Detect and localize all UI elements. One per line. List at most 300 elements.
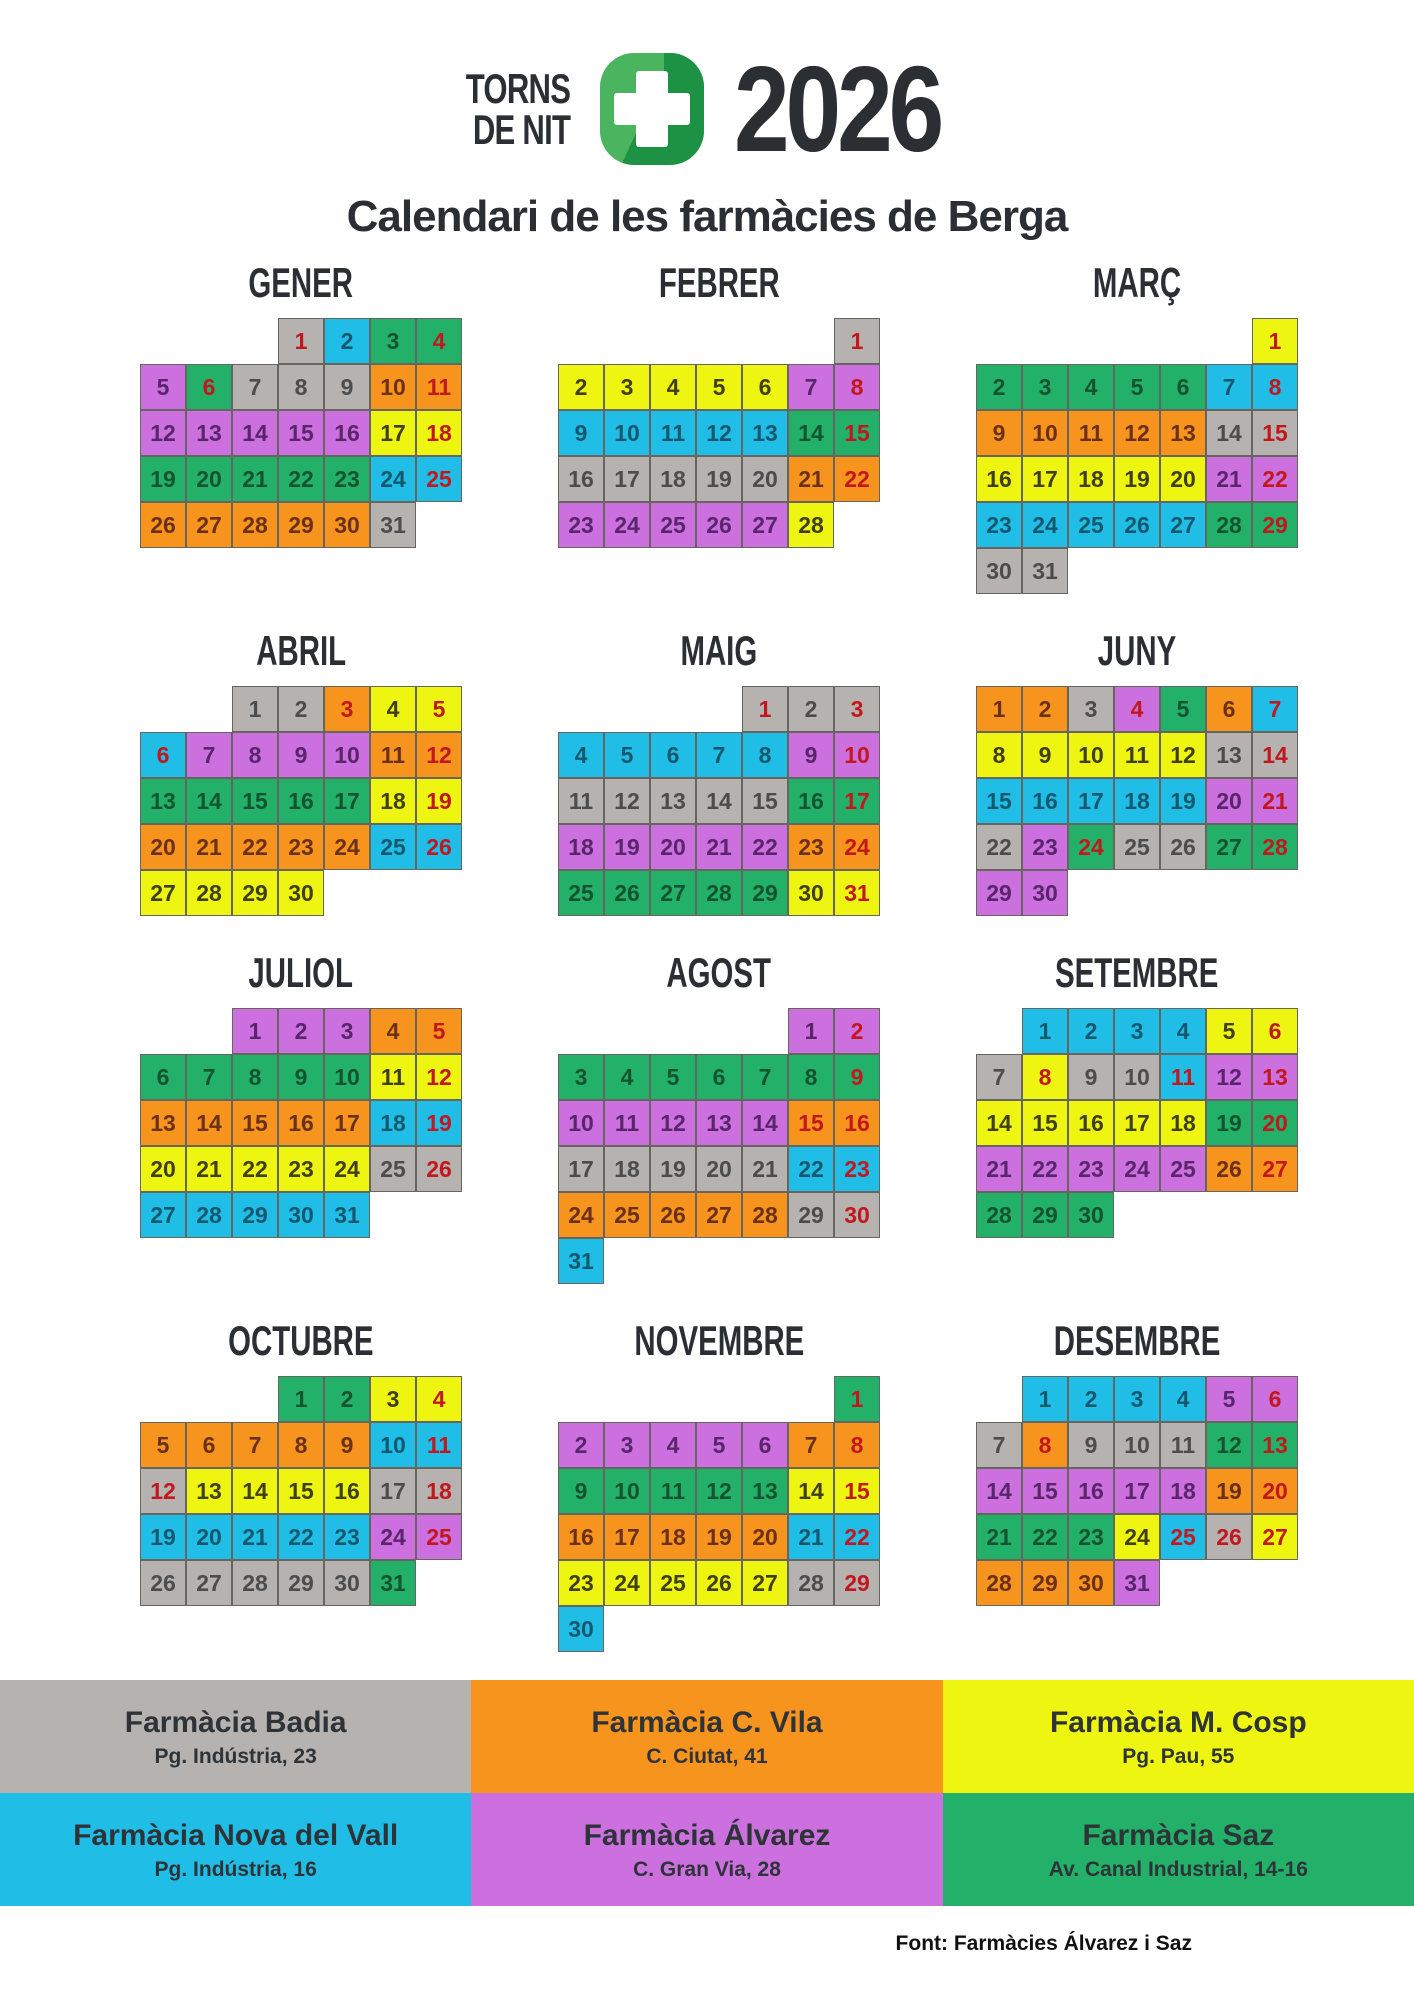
day-cell: 2 — [324, 318, 370, 364]
day-cell: 27 — [140, 1192, 186, 1238]
day-cell: 4 — [650, 1422, 696, 1468]
day-cell: 25 — [1068, 502, 1114, 548]
day-cell: 31 — [370, 502, 416, 548]
month-days-grid — [558, 1008, 880, 1284]
day-cell: 9 — [1068, 1054, 1114, 1100]
day-cell: 16 — [278, 1100, 324, 1146]
day-cell: 6 — [1206, 686, 1252, 732]
day-cell: 13 — [1160, 410, 1206, 456]
day-cell: 16 — [324, 410, 370, 456]
day-cell: 20 — [742, 456, 788, 502]
day-cell: 30 — [976, 548, 1022, 594]
day-cell: 19 — [696, 1514, 742, 1560]
day-cell: 15 — [834, 410, 880, 456]
day-cell: 3 — [370, 318, 416, 364]
day-cell: 14 — [232, 1468, 278, 1514]
day-cell: 11 — [370, 1054, 416, 1100]
day-cell: 19 — [140, 1514, 186, 1560]
day-cell: 13 — [696, 1100, 742, 1146]
legend-pharmacy-address: C. Ciutat, 41 — [646, 1744, 768, 1768]
day-cell: 10 — [370, 364, 416, 410]
day-cell: 4 — [416, 318, 462, 364]
day-cell: 29 — [278, 502, 324, 548]
day-cell: 8 — [232, 732, 278, 778]
day-cell: 16 — [976, 456, 1022, 502]
day-cell: 9 — [788, 732, 834, 778]
day-cell: 12 — [140, 1468, 186, 1514]
day-cell: 15 — [232, 778, 278, 824]
month-block — [976, 628, 1298, 916]
day-cell: 18 — [1160, 1100, 1206, 1146]
day-cell: 6 — [1252, 1008, 1298, 1054]
day-cell: 24 — [1068, 824, 1114, 870]
day-cell: 26 — [1206, 1146, 1252, 1192]
day-cell: 12 — [1206, 1054, 1252, 1100]
day-cell: 26 — [140, 502, 186, 548]
day-cell: 20 — [1160, 456, 1206, 502]
day-cell: 4 — [370, 1008, 416, 1054]
legend-pharmacy-address: Av. Canal Industrial, 14-16 — [1048, 1857, 1308, 1881]
day-cell: 10 — [604, 1468, 650, 1514]
day-cell: 11 — [1068, 410, 1114, 456]
day-cell: 10 — [370, 1422, 416, 1468]
empty-day-cell — [976, 1008, 1022, 1054]
day-cell: 26 — [1206, 1514, 1252, 1560]
day-cell: 25 — [370, 1146, 416, 1192]
day-cell: 2 — [1068, 1008, 1114, 1054]
day-cell: 16 — [324, 1468, 370, 1514]
day-cell: 5 — [140, 364, 186, 410]
day-cell: 16 — [1068, 1468, 1114, 1514]
month-block — [976, 1318, 1298, 1606]
day-cell: 20 — [140, 1146, 186, 1192]
page-title: Calendari de les farmàcies de Berga — [346, 192, 1068, 241]
legend-pharmacy-name: Farmàcia Badia — [124, 1705, 347, 1739]
month-title: JUNY — [1097, 627, 1177, 674]
empty-day-cell — [140, 1008, 186, 1054]
day-cell: 7 — [186, 1054, 232, 1100]
day-cell: 22 — [278, 456, 324, 502]
empty-day-cell — [140, 318, 186, 364]
day-cell: 9 — [324, 1422, 370, 1468]
day-cell: 3 — [1068, 686, 1114, 732]
day-cell: 26 — [696, 502, 742, 548]
day-cell: 5 — [1160, 686, 1206, 732]
month-title: MAIG — [680, 627, 758, 674]
day-cell: 9 — [558, 410, 604, 456]
day-cell: 2 — [558, 1422, 604, 1468]
empty-day-cell — [696, 1376, 742, 1422]
day-cell: 22 — [1022, 1514, 1068, 1560]
day-cell: 24 — [834, 824, 880, 870]
day-cell: 10 — [1114, 1422, 1160, 1468]
day-cell: 24 — [1114, 1146, 1160, 1192]
month-title: GENER — [248, 259, 354, 306]
day-cell: 28 — [976, 1560, 1022, 1606]
day-cell: 19 — [1114, 456, 1160, 502]
day-cell: 19 — [1160, 778, 1206, 824]
day-cell: 26 — [416, 824, 462, 870]
day-cell: 15 — [1252, 410, 1298, 456]
day-cell: 1 — [232, 686, 278, 732]
day-cell: 30 — [788, 870, 834, 916]
day-cell: 21 — [186, 1146, 232, 1192]
month-days-grid — [558, 686, 880, 916]
day-cell: 13 — [1252, 1054, 1298, 1100]
day-cell: 6 — [140, 1054, 186, 1100]
day-cell: 5 — [1114, 364, 1160, 410]
day-cell: 11 — [416, 1422, 462, 1468]
day-cell: 2 — [558, 364, 604, 410]
day-cell: 17 — [324, 1100, 370, 1146]
empty-day-cell — [696, 318, 742, 364]
day-cell: 4 — [1068, 364, 1114, 410]
day-cell: 22 — [834, 456, 880, 502]
day-cell: 22 — [1022, 1146, 1068, 1192]
month-block — [558, 950, 880, 1284]
brand-text — [465, 64, 570, 153]
day-cell: 27 — [186, 1560, 232, 1606]
months-grid — [140, 260, 1298, 1652]
day-cell: 12 — [696, 1468, 742, 1514]
day-cell: 12 — [416, 1054, 462, 1100]
day-cell: 2 — [324, 1376, 370, 1422]
day-cell: 27 — [1160, 502, 1206, 548]
day-cell: 27 — [1252, 1146, 1298, 1192]
month-title: DESEMBRE — [1053, 1317, 1221, 1364]
month-block — [976, 260, 1298, 594]
day-cell: 12 — [1160, 732, 1206, 778]
day-cell: 19 — [650, 1146, 696, 1192]
empty-day-cell — [650, 1376, 696, 1422]
day-cell: 2 — [1068, 1376, 1114, 1422]
empty-day-cell — [186, 1376, 232, 1422]
day-cell: 15 — [278, 410, 324, 456]
day-cell: 15 — [1022, 1100, 1068, 1146]
empty-day-cell — [742, 1376, 788, 1422]
legend-item — [0, 1680, 471, 1793]
day-cell: 12 — [416, 732, 462, 778]
day-cell: 8 — [278, 364, 324, 410]
day-cell: 23 — [558, 1560, 604, 1606]
day-cell: 21 — [976, 1146, 1022, 1192]
day-cell: 10 — [834, 732, 880, 778]
day-cell: 5 — [696, 364, 742, 410]
day-cell: 22 — [834, 1514, 880, 1560]
day-cell: 19 — [1206, 1468, 1252, 1514]
day-cell: 31 — [370, 1560, 416, 1606]
day-cell: 7 — [1206, 364, 1252, 410]
day-cell: 22 — [1252, 456, 1298, 502]
legend-pharmacy-address: Pg. Indústria, 16 — [154, 1857, 317, 1881]
day-cell: 26 — [416, 1146, 462, 1192]
day-cell: 5 — [1206, 1008, 1252, 1054]
day-cell: 30 — [324, 1560, 370, 1606]
legend-item — [471, 1793, 942, 1906]
day-cell: 21 — [1206, 456, 1252, 502]
day-cell: 4 — [558, 732, 604, 778]
month-title: AGOST — [666, 949, 772, 996]
day-cell: 3 — [1114, 1376, 1160, 1422]
legend-pharmacy-name: Farmàcia Nova del Vall — [73, 1818, 399, 1852]
day-cell: 14 — [788, 410, 834, 456]
day-cell: 3 — [324, 1008, 370, 1054]
day-cell: 19 — [416, 778, 462, 824]
day-cell: 24 — [1114, 1514, 1160, 1560]
day-cell: 28 — [186, 870, 232, 916]
day-cell: 27 — [186, 502, 232, 548]
day-cell: 5 — [650, 1054, 696, 1100]
day-cell: 17 — [1114, 1100, 1160, 1146]
empty-day-cell — [650, 686, 696, 732]
day-cell: 30 — [1068, 1560, 1114, 1606]
day-cell: 14 — [976, 1100, 1022, 1146]
month-title: ABRIL — [256, 627, 346, 674]
day-cell: 15 — [834, 1468, 880, 1514]
day-cell: 1 — [232, 1008, 278, 1054]
day-cell: 5 — [604, 732, 650, 778]
day-cell: 4 — [1160, 1376, 1206, 1422]
day-cell: 13 — [742, 1468, 788, 1514]
day-cell: 8 — [1252, 364, 1298, 410]
day-cell: 15 — [788, 1100, 834, 1146]
day-cell: 9 — [324, 364, 370, 410]
empty-day-cell — [604, 1008, 650, 1054]
day-cell: 17 — [834, 778, 880, 824]
day-cell: 10 — [1114, 1054, 1160, 1100]
month-days-grid — [140, 1008, 462, 1238]
empty-day-cell — [788, 318, 834, 364]
day-cell: 23 — [278, 824, 324, 870]
day-cell: 1 — [834, 1376, 880, 1422]
day-cell: 18 — [416, 410, 462, 456]
day-cell: 30 — [324, 502, 370, 548]
day-cell: 28 — [232, 502, 278, 548]
day-cell: 10 — [324, 732, 370, 778]
day-cell: 22 — [742, 824, 788, 870]
day-cell: 29 — [742, 870, 788, 916]
legend-pharmacy-address: Pg. Indústria, 23 — [154, 1744, 317, 1768]
day-cell: 23 — [834, 1146, 880, 1192]
day-cell: 17 — [370, 410, 416, 456]
day-cell: 13 — [140, 778, 186, 824]
day-cell: 23 — [1022, 824, 1068, 870]
day-cell: 21 — [742, 1146, 788, 1192]
day-cell: 11 — [1160, 1054, 1206, 1100]
day-cell: 6 — [696, 1054, 742, 1100]
day-cell: 18 — [604, 1146, 650, 1192]
day-cell: 26 — [140, 1560, 186, 1606]
day-cell: 5 — [416, 1008, 462, 1054]
month-title: OCTUBRE — [228, 1317, 374, 1364]
day-cell: 12 — [696, 410, 742, 456]
day-cell: 31 — [834, 870, 880, 916]
day-cell: 30 — [834, 1192, 880, 1238]
day-cell: 29 — [278, 1560, 324, 1606]
day-cell: 6 — [186, 364, 232, 410]
empty-day-cell — [788, 1376, 834, 1422]
month-days-grid — [976, 686, 1298, 916]
day-cell: 29 — [834, 1560, 880, 1606]
empty-day-cell — [604, 686, 650, 732]
month-days-grid — [976, 318, 1298, 594]
day-cell: 3 — [558, 1054, 604, 1100]
day-cell: 21 — [696, 824, 742, 870]
day-cell: 26 — [1114, 502, 1160, 548]
day-cell: 21 — [232, 456, 278, 502]
day-cell: 18 — [650, 456, 696, 502]
day-cell: 18 — [650, 1514, 696, 1560]
day-cell: 28 — [1252, 824, 1298, 870]
day-cell: 28 — [742, 1192, 788, 1238]
day-cell: 25 — [416, 1514, 462, 1560]
day-cell: 7 — [232, 364, 278, 410]
day-cell: 8 — [232, 1054, 278, 1100]
day-cell: 25 — [1114, 824, 1160, 870]
day-cell: 21 — [788, 456, 834, 502]
day-cell: 5 — [140, 1422, 186, 1468]
day-cell: 8 — [742, 732, 788, 778]
day-cell: 14 — [232, 410, 278, 456]
day-cell: 18 — [370, 1100, 416, 1146]
day-cell: 29 — [976, 870, 1022, 916]
day-cell: 3 — [604, 364, 650, 410]
day-cell: 20 — [186, 456, 232, 502]
day-cell: 7 — [1252, 686, 1298, 732]
day-cell: 16 — [834, 1100, 880, 1146]
day-cell: 14 — [186, 1100, 232, 1146]
month-block — [558, 260, 880, 548]
day-cell: 12 — [140, 410, 186, 456]
day-cell: 27 — [1206, 824, 1252, 870]
day-cell: 18 — [416, 1468, 462, 1514]
day-cell: 23 — [278, 1146, 324, 1192]
day-cell: 21 — [186, 824, 232, 870]
day-cell: 7 — [788, 364, 834, 410]
day-cell: 24 — [558, 1192, 604, 1238]
day-cell: 13 — [1206, 732, 1252, 778]
legend-item — [943, 1793, 1414, 1906]
day-cell: 24 — [370, 1514, 416, 1560]
day-cell: 10 — [1068, 732, 1114, 778]
day-cell: 20 — [650, 824, 696, 870]
day-cell: 28 — [788, 1560, 834, 1606]
day-cell: 3 — [1022, 364, 1068, 410]
day-cell: 6 — [186, 1422, 232, 1468]
empty-day-cell — [1206, 318, 1252, 364]
day-cell: 23 — [324, 456, 370, 502]
day-cell: 4 — [1160, 1008, 1206, 1054]
day-cell: 28 — [186, 1192, 232, 1238]
day-cell: 16 — [788, 778, 834, 824]
month-title: SETEMBRE — [1055, 949, 1219, 996]
day-cell: 23 — [788, 824, 834, 870]
empty-day-cell — [976, 318, 1022, 364]
brand-line2: DE NIT — [472, 106, 570, 153]
day-cell: 3 — [324, 686, 370, 732]
empty-day-cell — [558, 686, 604, 732]
day-cell: 11 — [604, 1100, 650, 1146]
day-cell: 9 — [976, 410, 1022, 456]
month-days-grid — [140, 1376, 462, 1606]
month-days-grid — [558, 318, 880, 548]
day-cell: 24 — [604, 1560, 650, 1606]
day-cell: 28 — [696, 870, 742, 916]
day-cell: 29 — [232, 1192, 278, 1238]
day-cell: 24 — [370, 456, 416, 502]
day-cell: 3 — [1114, 1008, 1160, 1054]
day-cell: 8 — [1022, 1054, 1068, 1100]
day-cell: 12 — [1206, 1422, 1252, 1468]
empty-day-cell — [186, 686, 232, 732]
day-cell: 13 — [650, 778, 696, 824]
day-cell: 12 — [604, 778, 650, 824]
pharmacy-cross-icon — [600, 53, 704, 165]
day-cell: 19 — [140, 456, 186, 502]
day-cell: 7 — [186, 732, 232, 778]
day-cell: 7 — [976, 1054, 1022, 1100]
day-cell: 8 — [834, 1422, 880, 1468]
empty-day-cell — [604, 318, 650, 364]
empty-day-cell — [742, 1008, 788, 1054]
day-cell: 25 — [604, 1192, 650, 1238]
day-cell: 13 — [140, 1100, 186, 1146]
day-cell: 5 — [416, 686, 462, 732]
day-cell: 20 — [186, 1514, 232, 1560]
day-cell: 2 — [278, 1008, 324, 1054]
day-cell: 30 — [1068, 1192, 1114, 1238]
day-cell: 22 — [232, 824, 278, 870]
month-days-grid — [558, 1376, 880, 1652]
day-cell: 10 — [604, 410, 650, 456]
day-cell: 4 — [370, 686, 416, 732]
day-cell: 27 — [1252, 1514, 1298, 1560]
day-cell: 21 — [232, 1514, 278, 1560]
day-cell: 4 — [1114, 686, 1160, 732]
month-title: NOVEMBRE — [634, 1317, 804, 1364]
day-cell: 1 — [278, 318, 324, 364]
month-block — [558, 628, 880, 916]
day-cell: 16 — [1068, 1100, 1114, 1146]
empty-day-cell — [696, 1008, 742, 1054]
day-cell: 12 — [1114, 410, 1160, 456]
day-cell: 11 — [650, 410, 696, 456]
legend-pharmacy-name: Farmàcia Saz — [1082, 1818, 1275, 1852]
day-cell: 19 — [1206, 1100, 1252, 1146]
day-cell: 13 — [1252, 1422, 1298, 1468]
empty-day-cell — [1068, 318, 1114, 364]
month-block — [140, 260, 462, 548]
empty-day-cell — [558, 1008, 604, 1054]
day-cell: 14 — [696, 778, 742, 824]
day-cell: 30 — [278, 870, 324, 916]
day-cell: 14 — [976, 1468, 1022, 1514]
day-cell: 1 — [742, 686, 788, 732]
day-cell: 2 — [788, 686, 834, 732]
empty-day-cell — [1114, 318, 1160, 364]
empty-day-cell — [232, 1376, 278, 1422]
cross-vertical-bar — [636, 71, 668, 147]
day-cell: 17 — [604, 1514, 650, 1560]
day-cell: 1 — [834, 318, 880, 364]
empty-day-cell — [232, 318, 278, 364]
day-cell: 17 — [324, 778, 370, 824]
year-label: 2026 — [733, 41, 941, 177]
day-cell: 11 — [650, 1468, 696, 1514]
day-cell: 24 — [1022, 502, 1068, 548]
day-cell: 16 — [278, 778, 324, 824]
day-cell: 8 — [1022, 1422, 1068, 1468]
